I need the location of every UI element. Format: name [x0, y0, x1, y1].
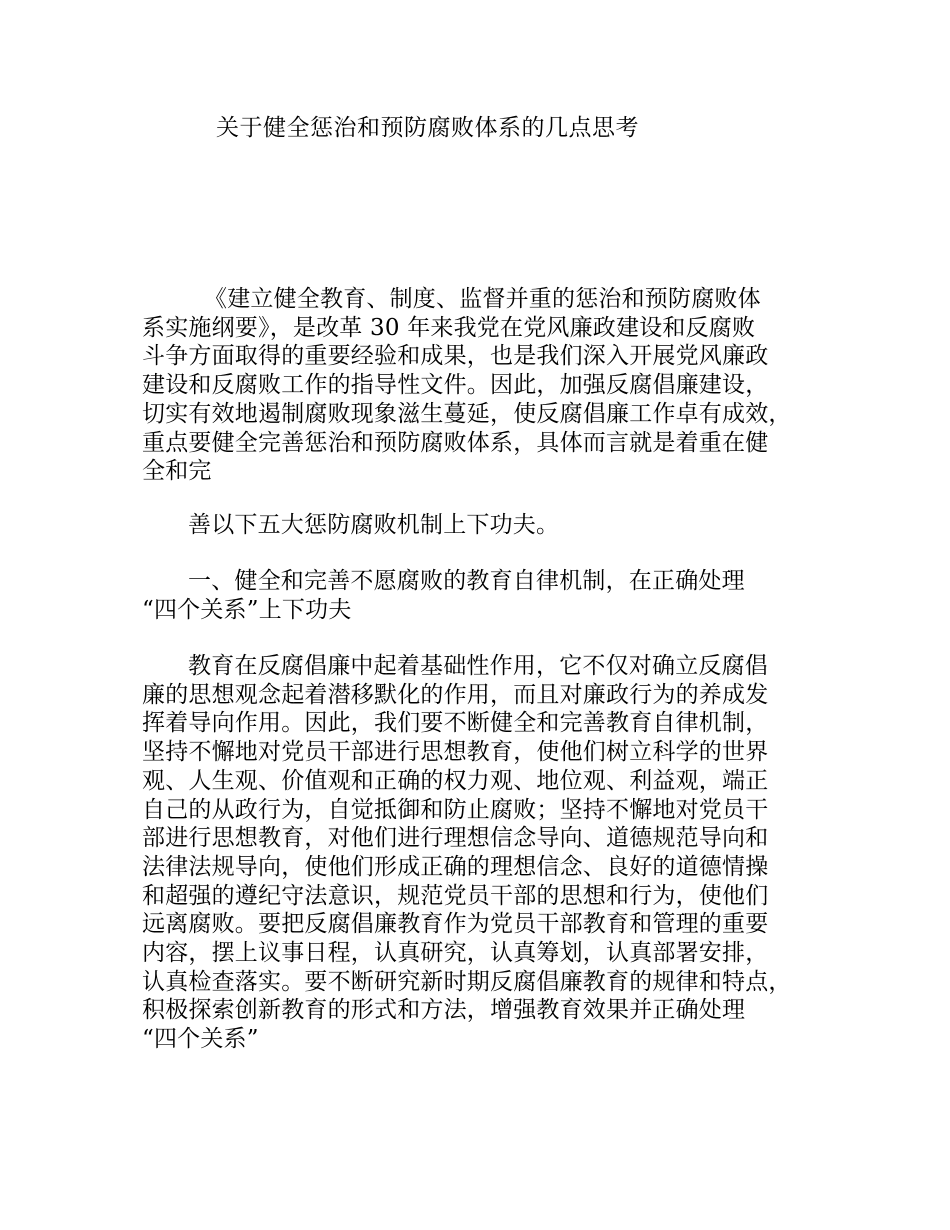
paragraph-line: 建设和反腐败工作的指导性文件。因此，加强反腐倡廉建设，	[142, 372, 769, 399]
paragraph-line: 法律法规导向，使他们形成正确的理想信念、良好的道德情操	[142, 853, 769, 880]
paragraph-line: 斗争方面取得的重要经验和成果，也是我们深入开展党风廉政	[142, 343, 769, 370]
paragraph-line: 认真检查落实。要不断研究新时期反腐倡廉教育的规律和特点，	[142, 968, 792, 995]
paragraph-line: 观、人生观、价值观和正确的权力观、地位观、利益观，端正	[142, 767, 769, 794]
paragraph-line: 积极探索创新教育的形式和方法，增强教育效果并正确处理	[142, 997, 746, 1024]
paragraph-body	[142, 652, 832, 1054]
paragraph-intro	[142, 285, 832, 486]
paragraph-line: 坚持不懈地对党员干部进行思想教育，使他们树立科学的世界	[142, 739, 769, 766]
paragraph-line: 廉的思想观念起着潜移默化的作用，而且对廉政行为的养成发	[142, 681, 769, 708]
paragraph-line: 挥着导向作用。因此，我们要不断健全和完善教育自律机制，	[142, 710, 769, 737]
section-heading-1	[142, 567, 832, 624]
paragraph-line: 切实有效地遏制腐败现象滋生蔓延，使反腐倡廉工作卓有成效，	[142, 400, 792, 427]
paragraph-continuation	[142, 511, 832, 540]
paragraph-line: 远离腐败。要把反腐倡廉教育作为党员干部教育和管理的重要	[142, 911, 769, 938]
paragraph-line: 部进行思想教育，对他们进行理想信念导向、道德规范导向和	[142, 825, 769, 852]
paragraph-line: 和超强的遵纪守法意识，规范党员干部的思想和行为，使他们	[142, 882, 769, 909]
paragraph-line: 教育在反腐倡廉中起着基础性作用，它不仅对确立反腐倡	[188, 653, 768, 679]
paragraph-line: 系实施纲要》，是改革 30 年来我党在党风廉政建设和反腐败	[142, 314, 756, 341]
paragraph-line: 一、健全和完善不愿腐败的教育自律机制，在正确处理	[188, 568, 745, 594]
document-title: 关于健全惩治和预防腐败体系的几点思考	[216, 115, 639, 141]
paragraph-line: 自己的从政行为，自觉抵御和防止腐败；坚持不懈地对党员干	[142, 796, 769, 823]
paragraph-line: 内容，摆上议事日程，认真研究，认真筹划，认真部署安排，	[142, 940, 769, 967]
paragraph-line: “四个关系”	[142, 1026, 259, 1053]
paragraph-line: 《建立健全教育、制度、监督并重的惩治和预防腐败体	[204, 286, 761, 312]
paragraph-line: “四个关系”上下功夫	[142, 596, 352, 623]
paragraph-line: 善以下五大惩防腐败机制上下功夫。	[188, 512, 560, 538]
paragraph-line: 全和完	[142, 458, 212, 485]
paragraph-line: 重点要健全完善惩治和预防腐败体系，具体而言就是着重在健	[142, 429, 769, 456]
